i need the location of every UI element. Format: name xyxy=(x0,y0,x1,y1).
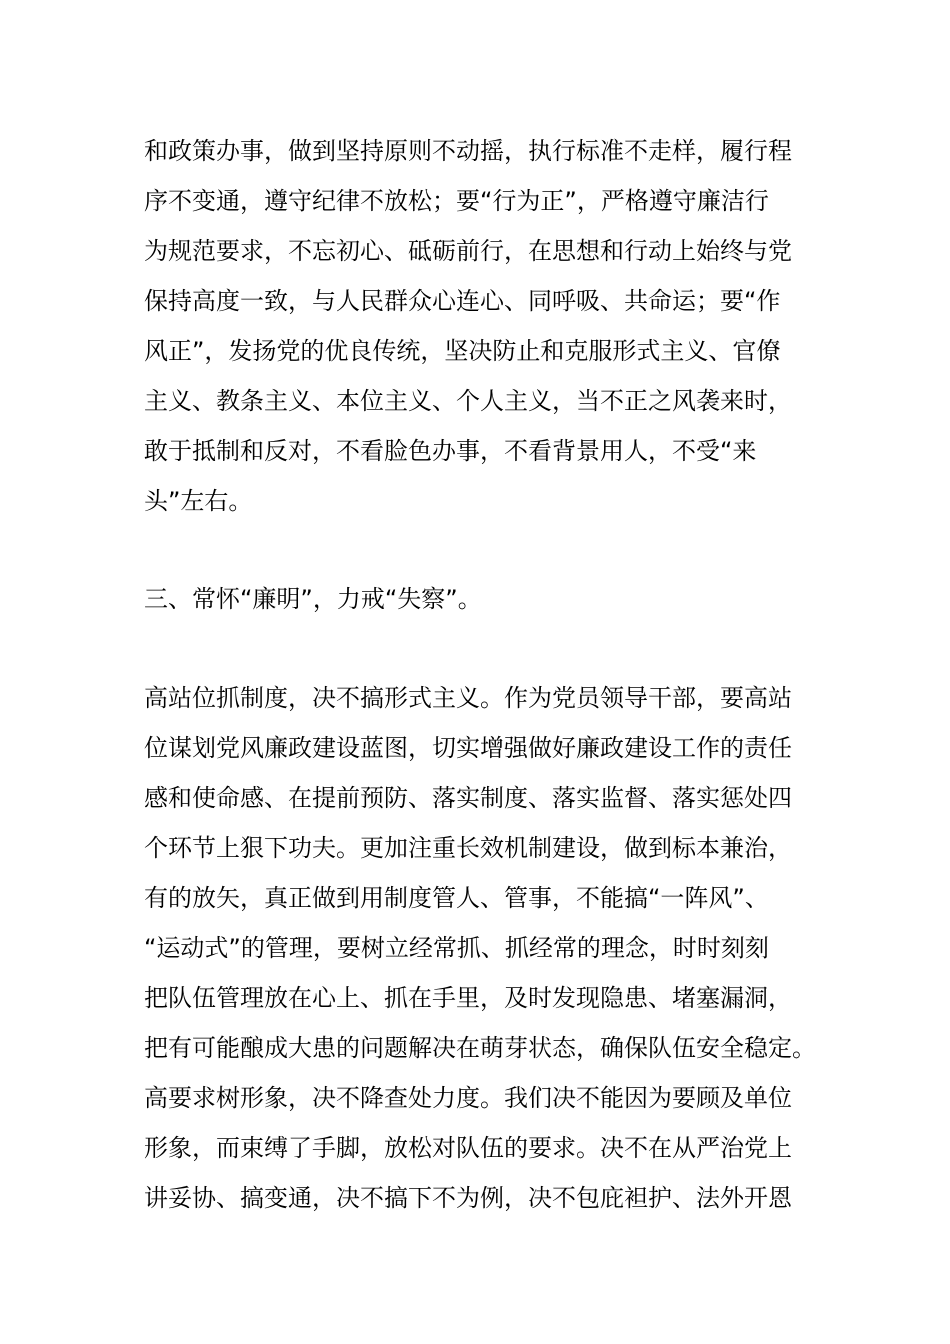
text-line: 主义、教条主义、本位主义、个人主义，当不正之风袭来时， xyxy=(144,387,792,415)
text-line: 把队伍管理放在心上、抓在手里，及时发现隐患、堵塞漏洞， xyxy=(144,984,792,1012)
text-line: 高站位抓制度，决不搞形式主义。作为党员领导干部，要高站 xyxy=(144,684,792,712)
text-line: 形象，而束缚了手脚，放松对队伍的要求。决不在从严治党上 xyxy=(144,1134,792,1162)
paragraph-conduct-requirements xyxy=(144,126,834,526)
text-line: “运动式”的管理，要树立经常抓、抓经常的理念，时时刻刻 xyxy=(144,934,769,962)
text-line: 位谋划党风廉政建设蓝图，切实增强做好廉政建设工作的责任 xyxy=(144,734,792,762)
text-line: 感和使命感、在提前预防、落实制度、落实监督、落实惩处四 xyxy=(144,784,792,812)
text-line: 敢于抵制和反对，不看脸色办事，不看背景用人，不受“来 xyxy=(144,437,757,465)
section-heading xyxy=(144,574,834,624)
text-line: 个环节上狠下功夫。更加注重长效机制建设，做到标本兼治， xyxy=(144,834,792,862)
text-line: 有的放矢，真正做到用制度管人、管事，不能搞“一阵风”、 xyxy=(144,884,769,912)
text-line: 序不变通，遵守纪律不放松；要“行为正”，严格遵守廉洁行 xyxy=(144,187,769,215)
text-line: 高要求树形象，决不降查处力度。我们决不能因为要顾及单位 xyxy=(144,1084,792,1112)
text-line: 为规范要求，不忘初心、砥砺前行，在思想和行动上始终与党 xyxy=(144,237,792,265)
text-line: 保持高度一致，与人民群众心连心、同呼吸、共命运；要“作 xyxy=(144,287,781,315)
text-line: 把有可能酿成大患的问题解决在萌芽状态，确保队伍安全稳定。 xyxy=(144,1034,816,1062)
text-line: 和政策办事，做到坚持原则不动摇，执行标准不走样，履行程 xyxy=(144,137,792,165)
text-line: 风正”，发扬党的优良传统，坚决防止和克服形式主义、官僚 xyxy=(144,337,781,365)
text-line: 讲妥协、搞变通，决不搞下不为例，决不包庇袒护、法外开恩 xyxy=(144,1184,792,1212)
text-line: 头”左右。 xyxy=(144,487,253,515)
heading-line: 三、常怀“廉明”，力戒“失察”。 xyxy=(144,585,482,613)
paragraph-system-building xyxy=(144,673,834,1223)
